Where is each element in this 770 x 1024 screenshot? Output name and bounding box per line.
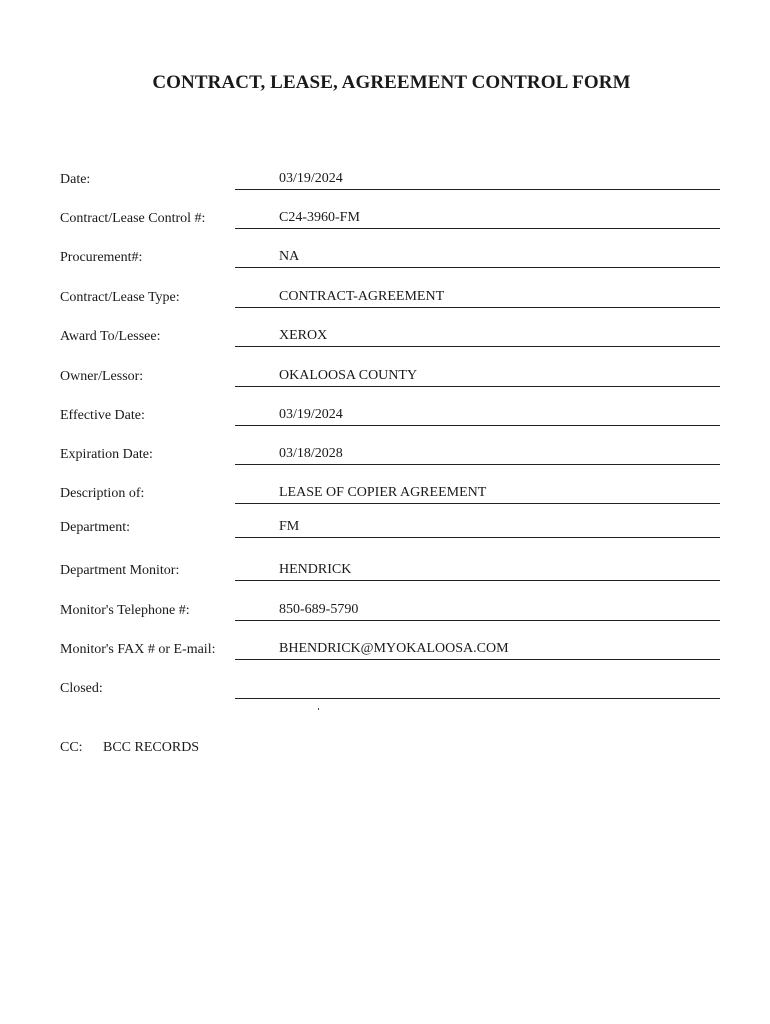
field-value-date: 03/19/2024 xyxy=(279,171,343,186)
field-label: Contract/Lease Type: xyxy=(60,290,180,305)
field-value-contract-type: CONTRACT-AGREEMENT xyxy=(279,289,445,304)
field-label: Monitor's FAX # or E-mail: xyxy=(60,642,216,657)
field-row-effective-date xyxy=(60,408,720,428)
field-label: Closed: xyxy=(60,681,103,696)
field-underline xyxy=(235,189,720,190)
field-underline xyxy=(235,386,720,387)
field-label: Effective Date: xyxy=(60,408,145,423)
field-underline xyxy=(235,659,720,660)
cc-value: BCC RECORDS xyxy=(103,740,200,755)
field-value-owner: OKALOOSA COUNTY xyxy=(279,368,418,383)
field-underline xyxy=(235,307,720,308)
field-row-department-monitor xyxy=(60,563,720,583)
field-underline xyxy=(235,580,720,581)
field-underline xyxy=(235,228,720,229)
field-label: Department: xyxy=(60,520,130,535)
field-row-expiration-date xyxy=(60,447,720,467)
field-underline xyxy=(235,503,720,504)
field-underline xyxy=(235,464,720,465)
field-label: Monitor's Telephone #: xyxy=(60,603,190,618)
field-row-closed xyxy=(60,681,720,701)
field-label: Procurement#: xyxy=(60,250,143,265)
field-row-contract-type xyxy=(60,290,720,310)
field-value-department: FM xyxy=(279,519,300,534)
field-row-date xyxy=(60,172,720,192)
field-label: Date: xyxy=(60,172,91,187)
field-underline xyxy=(235,346,720,347)
field-underline xyxy=(235,425,720,426)
field-value-expiration-date: 03/18/2028 xyxy=(279,446,343,461)
page-title: CONTRACT, LEASE, AGREEMENT CONTROL FORM xyxy=(152,72,631,93)
field-row-monitor-fax-email xyxy=(60,642,720,662)
field-row-control-number xyxy=(60,211,720,231)
field-label: Contract/Lease Control #: xyxy=(60,211,206,226)
field-value-award-to: XEROX xyxy=(279,328,328,343)
field-underline xyxy=(235,267,720,268)
field-value-monitor-fax-email: BHENDRICK@MYOKALOOSA.COM xyxy=(279,641,509,656)
field-row-procurement xyxy=(60,250,720,270)
field-label: Owner/Lessor: xyxy=(60,369,144,384)
field-underline xyxy=(235,620,720,621)
field-value-effective-date: 03/19/2024 xyxy=(279,407,343,422)
field-value-procurement: NA xyxy=(279,249,300,264)
cc-label: CC: xyxy=(60,740,83,755)
field-row-department xyxy=(60,520,720,540)
field-value-description: LEASE OF COPIER AGREEMENT xyxy=(279,485,487,500)
field-label: Description of: xyxy=(60,486,145,501)
scan-speck xyxy=(318,708,319,710)
field-label: Award To/Lessee: xyxy=(60,329,161,344)
field-value-department-monitor: HENDRICK xyxy=(279,562,352,577)
field-value-control-number: C24-3960-FM xyxy=(279,210,360,225)
field-underline xyxy=(235,698,720,699)
field-label: Department Monitor: xyxy=(60,563,180,578)
field-row-owner xyxy=(60,369,720,389)
cc-line xyxy=(60,740,199,756)
field-label: Expiration Date: xyxy=(60,447,153,462)
field-row-description xyxy=(60,486,720,506)
field-row-monitor-telephone xyxy=(60,603,720,623)
field-value-monitor-telephone: 850-689-5790 xyxy=(279,602,359,617)
field-underline xyxy=(235,537,720,538)
field-row-award-to xyxy=(60,329,720,349)
